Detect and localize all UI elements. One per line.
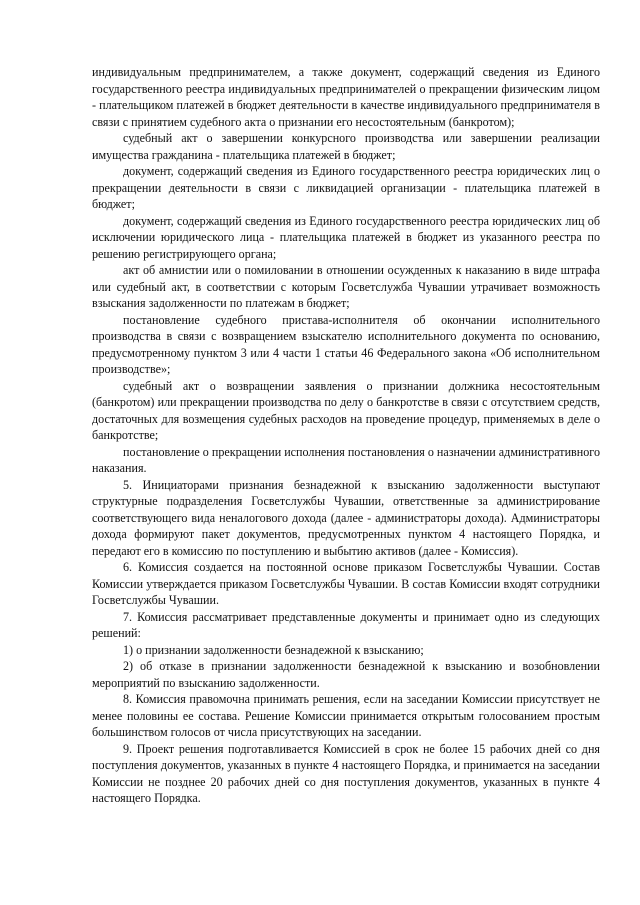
paragraph-item-7: 7. Комиссия рассматривает представленные документы и принимает одно из следующих решений: <box>92 609 600 640</box>
paragraph-item-8: 8. Комиссия правомочна принимать решения, если на заседании Комиссии присутствует не менее половины ее состава. Решение Комиссии принимается открытым голосованием простым большинством голосов от числа присутствующих на заседании. <box>92 692 600 739</box>
paragraph-bailiff-resolution: постановление судебного пристава-исполнителя об окончании исполнительного производства в связи с возвращением взыскателю исполнительного документа по основанию, предусмотренному пунктом 3 или 4 части 1 статьи 46 Федерального закона «Об исполнительном производстве»; <box>92 312 600 376</box>
paragraph-continuation: индивидуальным предпринимателем, а также документ, содержащий сведения из Единого государственного реестра индивидуальных предпринимателей о прекращении физическим лицом - плательщиком платежей в бюджет деятельности в качестве индивидуального предпринимателя в связи с принятием судебного акта о признании его несостоятельным (банкротом); <box>92 65 600 129</box>
paragraph-item-6: 6. Комиссия создается на постоянной основе приказом Госветслужбы Чувашии. Состав Комиссии утверждается приказом Госветслужбы Чувашии. В состав Комиссии входят сотрудники Госветслужбы Чувашии. <box>92 560 600 607</box>
paragraph-item-9: 9. Проект решения подготавливается Комиссией в срок не более 15 рабочих дней со дня поступления документов, указанных в пункте 4 настоящего Порядка, и принимается на заседании Комиссии не позднее 20 рабочих дней со дня поступления документов, указанных в пункте 4 настоящего Порядка. <box>92 741 600 805</box>
document-page <box>92 64 600 807</box>
paragraph-liquidation-record: документ, содержащий сведения из Единого государственного реестра юридических лиц о прекращении деятельности в связи с ликвидацией организации - плательщика платежей в бюджет; <box>92 164 600 211</box>
paragraph-decision-2: 2) об отказе в признании задолженности безнадежной к взысканию и возобновлении мероприятий по взысканию задолженности. <box>92 659 600 690</box>
paragraph-exclusion-record: документ, содержащий сведения из Единого государственного реестра юридических лиц об исключении юридического лица - плательщика платежей в бюджет из указанного реестра по решению регистрирующего органа; <box>92 213 600 261</box>
paragraph-court-act-competition: судебный акт о завершении конкурсного производства или завершении реализации имущества гражданина - плательщика платежей в бюджет; <box>92 131 600 162</box>
paragraph-decision-1: 1) о признании задолженности безнадежной к взысканию; <box>123 642 424 657</box>
paragraph-item-5: 5. Инициаторами признания безнадежной к взысканию задолженности выступают структурные подразделения Госветслужбы Чувашии, ответственные за администрирование соответствующего вида неналогового дохода (далее - администраторы дохода). Администраторы дохода формируют пакет документов, предусмотренных пунктом 4 настоящего Порядка, и передают его в комиссию по поступлению и выбытию активов (далее - Комиссия). <box>92 477 600 558</box>
paragraph-bankruptcy-return: судебный акт о возвращении заявления о признании должника несостоятельным (банкротом) или прекращении производства по делу о банкротстве в связи с отсутствием средств, достаточных для возмещения судебных расходов на проведение процедур, применяемых в деле о банкротстве; <box>92 378 600 442</box>
paragraph-termination-resolution: постановление о прекращении исполнения постановления о назначении административного наказания. <box>92 444 600 475</box>
paragraph-amnesty-act: акт об амнистии или о помиловании в отношении осужденных к наказанию в виде штрафа или судебный акт, в соответствии с которым Госветслужба Чувашии утрачивает возможность взыскания задолженности по платежам в бюджет; <box>92 263 600 310</box>
